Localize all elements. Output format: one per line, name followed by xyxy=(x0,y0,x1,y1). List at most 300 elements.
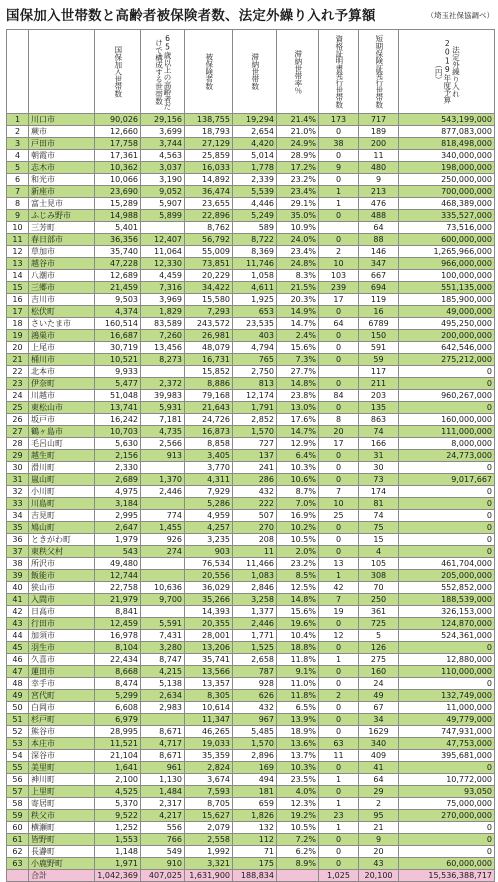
certificate-households xyxy=(319,366,359,378)
households: 16,978 xyxy=(95,630,141,642)
elderly-households: 910 xyxy=(141,858,185,870)
municipality-name: 川越市 xyxy=(29,390,95,402)
short-term-households: 476 xyxy=(359,198,399,210)
certificate-households: 9 xyxy=(319,162,359,174)
households: 10,703 xyxy=(95,426,141,438)
row-number: 11 xyxy=(7,234,29,246)
table-row xyxy=(7,750,495,762)
insured: 27,129 xyxy=(185,138,233,150)
certificate-households: 1 xyxy=(319,822,359,834)
budget-amount: 250,000,000 xyxy=(399,174,495,186)
elderly-households: 5,138 xyxy=(141,678,185,690)
municipality-name: 狭山市 xyxy=(29,582,95,594)
arrears-rate: 6.2% xyxy=(277,846,319,858)
row-number: 27 xyxy=(7,426,29,438)
elderly-households xyxy=(141,222,185,234)
short-term-households: 166 xyxy=(359,438,399,450)
budget-amount: 93,050 xyxy=(399,786,495,798)
total-short-term-households: 20,100 xyxy=(359,870,399,882)
arrears-households: 2,658 xyxy=(233,654,277,666)
municipality-name: 松伏町 xyxy=(29,306,95,318)
table-row xyxy=(7,246,495,258)
insured: 7,593 xyxy=(185,786,233,798)
arrears-rate: 12.9% xyxy=(277,438,319,450)
insured: 8,762 xyxy=(185,222,233,234)
budget-amount: 188,539,000 xyxy=(399,594,495,606)
arrears-rate: 14.9% xyxy=(277,306,319,318)
table-row xyxy=(7,258,495,270)
arrears-rate: 35.0% xyxy=(277,210,319,222)
certificate-households: 0 xyxy=(319,618,359,630)
budget-amount: 524,361,000 xyxy=(399,630,495,642)
elderly-households: 29,156 xyxy=(141,114,185,126)
table-row xyxy=(7,858,495,870)
certificate-households: 0 xyxy=(319,210,359,222)
row-number: 59 xyxy=(7,810,29,822)
municipality-name: 横瀬町 xyxy=(29,822,95,834)
municipality-name: 宮代町 xyxy=(29,690,95,702)
elderly-households: 5,591 xyxy=(141,618,185,630)
arrears-households: 19,294 xyxy=(233,114,277,126)
insured: 10,614 xyxy=(185,702,233,714)
short-term-households: 16 xyxy=(359,306,399,318)
certificate-households: 0 xyxy=(319,702,359,714)
arrears-rate: 9.1% xyxy=(277,666,319,678)
arrears-households: 765 xyxy=(233,354,277,366)
arrears-rate: 10.5% xyxy=(277,534,319,546)
households: 1,971 xyxy=(95,858,141,870)
households: 1,641 xyxy=(95,762,141,774)
arrears-rate: 13.6% xyxy=(277,738,319,750)
municipality-name: 北本市 xyxy=(29,366,95,378)
households: 12,660 xyxy=(95,126,141,138)
short-term-households: 275 xyxy=(359,654,399,666)
total-arrears-rate xyxy=(277,870,319,882)
row-number: 51 xyxy=(7,714,29,726)
arrears-rate: 8.3% xyxy=(277,270,319,282)
arrears-households: 432 xyxy=(233,486,277,498)
insured: 34,422 xyxy=(185,282,233,294)
short-term-households: 200 xyxy=(359,138,399,150)
table-row xyxy=(7,306,495,318)
row-number: 12 xyxy=(7,246,29,258)
row-number: 16 xyxy=(7,294,29,306)
table-row xyxy=(7,678,495,690)
arrears-households: 8,722 xyxy=(233,234,277,246)
row-number: 13 xyxy=(7,258,29,270)
households: 10,066 xyxy=(95,174,141,186)
row-number: 40 xyxy=(7,582,29,594)
table-row xyxy=(7,222,495,234)
municipality-name: 八潮市 xyxy=(29,270,95,282)
budget-amount: 124,870,000 xyxy=(399,618,495,630)
total-municipality-name: 合計 xyxy=(29,870,95,882)
municipality-name: 伊奈町 xyxy=(29,378,95,390)
page-title: 国保加入世帯数と高齢者被保険者数、法定外繰り入れ予算額 xyxy=(6,9,376,24)
short-term-households: 24 xyxy=(359,678,399,690)
table-row xyxy=(7,426,495,438)
arrears-rate: 10.5% xyxy=(277,822,319,834)
certificate-households: 7 xyxy=(319,594,359,606)
certificate-households: 10 xyxy=(319,498,359,510)
elderly-households: 7,431 xyxy=(141,630,185,642)
budget-amount: 0 xyxy=(399,462,495,474)
insured: 138,755 xyxy=(185,114,233,126)
municipality-name: 日高市 xyxy=(29,606,95,618)
table-row xyxy=(7,354,495,366)
households: 9,522 xyxy=(95,810,141,822)
short-term-households: 1629 xyxy=(359,726,399,738)
short-term-households: 347 xyxy=(359,258,399,270)
table-row xyxy=(7,138,495,150)
header-insured: 被保険者数 xyxy=(185,30,233,114)
budget-amount: 198,000,000 xyxy=(399,162,495,174)
municipality-name: 飯能市 xyxy=(29,570,95,582)
arrears-households: 967 xyxy=(233,714,277,726)
elderly-households: 12,407 xyxy=(141,234,185,246)
municipality-name: 上里町 xyxy=(29,786,95,798)
arrears-households: 1,083 xyxy=(233,570,277,582)
elderly-households: 4,735 xyxy=(141,426,185,438)
households: 4,374 xyxy=(95,306,141,318)
table-row xyxy=(7,666,495,678)
row-number: 30 xyxy=(7,462,29,474)
row-number: 62 xyxy=(7,846,29,858)
arrears-households: 4,611 xyxy=(233,282,277,294)
municipality-name: 熊谷市 xyxy=(29,726,95,738)
elderly-households: 8,273 xyxy=(141,354,185,366)
source-note: （埼玉社保協調べ） xyxy=(426,11,494,20)
certificate-households: 17 xyxy=(319,294,359,306)
budget-amount: 73,516,000 xyxy=(399,222,495,234)
table-row xyxy=(7,582,495,594)
certificate-households: 1 xyxy=(319,654,359,666)
arrears-rate: 13.9% xyxy=(277,714,319,726)
insured: 8,705 xyxy=(185,798,233,810)
elderly-households: 3,699 xyxy=(141,126,185,138)
short-term-households: 20 xyxy=(359,846,399,858)
arrears-rate: 8.9% xyxy=(277,858,319,870)
elderly-households: 3,744 xyxy=(141,138,185,150)
row-number: 20 xyxy=(7,342,29,354)
short-term-households: 30 xyxy=(359,462,399,474)
budget-amount: 642,546,000 xyxy=(399,342,495,354)
budget-amount: 0 xyxy=(399,678,495,690)
certificate-households: 0 xyxy=(319,354,359,366)
municipality-name: 鶴ヶ島市 xyxy=(29,426,95,438)
budget-amount: 0 xyxy=(399,762,495,774)
total-elderly-households: 407,025 xyxy=(141,870,185,882)
elderly-households: 4,563 xyxy=(141,150,185,162)
budget-amount: 200,000,000 xyxy=(399,330,495,342)
short-term-households: 59 xyxy=(359,354,399,366)
table-row xyxy=(7,330,495,342)
municipality-name: ふじみ野市 xyxy=(29,210,95,222)
header-elderly-households: 65歳以上の高齢者だけで構成する世帯数 xyxy=(141,30,185,114)
arrears-rate: 8.5% xyxy=(277,570,319,582)
certificate-households: 0 xyxy=(319,678,359,690)
households: 12,459 xyxy=(95,618,141,630)
short-term-households: 308 xyxy=(359,570,399,582)
row-number: 42 xyxy=(7,606,29,618)
arrears-rate: 10.9% xyxy=(277,222,319,234)
insured: 19,033 xyxy=(185,738,233,750)
arrears-households: 1,525 xyxy=(233,642,277,654)
elderly-households xyxy=(141,570,185,582)
table-row xyxy=(7,762,495,774)
arrears-households: 589 xyxy=(233,222,277,234)
elderly-households xyxy=(141,462,185,474)
municipality-name: ときがわ町 xyxy=(29,534,95,546)
arrears-households: 3,258 xyxy=(233,594,277,606)
municipality-name: 秩父市 xyxy=(29,810,95,822)
elderly-households: 8,747 xyxy=(141,654,185,666)
arrears-households: 4,420 xyxy=(233,138,277,150)
row-number: 17 xyxy=(7,306,29,318)
arrears-rate: 4.0% xyxy=(277,786,319,798)
households: 13,741 xyxy=(95,402,141,414)
certificate-households: 0 xyxy=(319,174,359,186)
elderly-households: 926 xyxy=(141,534,185,546)
municipality-name: 白岡市 xyxy=(29,702,95,714)
municipality-name: 毛呂山町 xyxy=(29,438,95,450)
short-term-households: 15 xyxy=(359,534,399,546)
insured: 15,627 xyxy=(185,810,233,822)
table-row xyxy=(7,834,495,846)
short-term-households: 64 xyxy=(359,222,399,234)
arrears-rate: 17.2% xyxy=(277,162,319,174)
insured: 2,079 xyxy=(185,822,233,834)
elderly-households: 8,671 xyxy=(141,726,185,738)
elderly-households: 11,064 xyxy=(141,246,185,258)
table-row xyxy=(7,438,495,450)
elderly-households: 39,983 xyxy=(141,390,185,402)
arrears-rate: 15.6% xyxy=(277,342,319,354)
households: 8,104 xyxy=(95,642,141,654)
households: 90,026 xyxy=(95,114,141,126)
table-row xyxy=(7,618,495,630)
municipality-name: 幸手市 xyxy=(29,678,95,690)
row-number: 48 xyxy=(7,678,29,690)
arrears-rate: 7.3% xyxy=(277,354,319,366)
elderly-households: 13,456 xyxy=(141,342,185,354)
certificate-households: 13 xyxy=(319,558,359,570)
budget-amount: 340,000,000 xyxy=(399,150,495,162)
insured: 1,992 xyxy=(185,846,233,858)
total-households: 1,042,369 xyxy=(95,870,141,882)
row-number: 53 xyxy=(7,738,29,750)
arrears-households: 1,570 xyxy=(233,738,277,750)
arrears-households: 4,794 xyxy=(233,342,277,354)
certificate-households: 0 xyxy=(319,546,359,558)
insured: 48,079 xyxy=(185,342,233,354)
row-number: 43 xyxy=(7,618,29,630)
row-number: 45 xyxy=(7,642,29,654)
municipality-name: 三郷市 xyxy=(29,282,95,294)
arrears-households: 432 xyxy=(233,702,277,714)
short-term-households: 203 xyxy=(359,390,399,402)
arrears-rate: 28.9% xyxy=(277,150,319,162)
short-term-households: 74 xyxy=(359,426,399,438)
certificate-households: 1 xyxy=(319,570,359,582)
arrears-households: 241 xyxy=(233,462,277,474)
arrears-rate: 23.2% xyxy=(277,558,319,570)
short-term-households: 211 xyxy=(359,378,399,390)
table-row xyxy=(7,486,495,498)
certificate-households: 0 xyxy=(319,522,359,534)
households: 8,474 xyxy=(95,678,141,690)
short-term-households: 117 xyxy=(359,366,399,378)
certificate-households: 0 xyxy=(319,762,359,774)
arrears-households: 2,852 xyxy=(233,414,277,426)
households: 2,330 xyxy=(95,462,141,474)
arrears-households: 270 xyxy=(233,522,277,534)
certificate-households: 0 xyxy=(319,126,359,138)
certificate-households: 0 xyxy=(319,378,359,390)
table-row xyxy=(7,390,495,402)
arrears-rate: 21.0% xyxy=(277,126,319,138)
households: 16,687 xyxy=(95,330,141,342)
municipality-name: 長瀞町 xyxy=(29,846,95,858)
elderly-households: 5,907 xyxy=(141,198,185,210)
budget-amount: 0 xyxy=(399,378,495,390)
households: 8,841 xyxy=(95,606,141,618)
arrears-rate: 2.0% xyxy=(277,546,319,558)
certificate-households: 25 xyxy=(319,510,359,522)
row-number: 33 xyxy=(7,498,29,510)
table-row xyxy=(7,126,495,138)
arrears-rate: 23.4% xyxy=(277,186,319,198)
row-number: 35 xyxy=(7,522,29,534)
row-number: 2 xyxy=(7,126,29,138)
insured: 7,929 xyxy=(185,486,233,498)
budget-amount: 0 xyxy=(399,546,495,558)
certificate-households: 2 xyxy=(319,246,359,258)
municipality-name: 志木市 xyxy=(29,162,95,174)
short-term-households: 9 xyxy=(359,174,399,186)
budget-amount: 10,772,000 xyxy=(399,774,495,786)
certificate-households: 1 xyxy=(319,798,359,810)
arrears-rate: 18.9% xyxy=(277,726,319,738)
budget-amount: 160,000,000 xyxy=(399,414,495,426)
arrears-rate: 16.9% xyxy=(277,510,319,522)
table-row xyxy=(7,294,495,306)
insured: 15,580 xyxy=(185,294,233,306)
municipality-name: 上尾市 xyxy=(29,342,95,354)
budget-amount: 49,000,000 xyxy=(399,306,495,318)
insured: 5,286 xyxy=(185,498,233,510)
certificate-households: 11 xyxy=(319,750,359,762)
insured: 28,001 xyxy=(185,630,233,642)
municipality-name: 朝霞市 xyxy=(29,150,95,162)
insured: 36,474 xyxy=(185,186,233,198)
municipality-name: 戸田市 xyxy=(29,138,95,150)
budget-amount: 1,265,966,000 xyxy=(399,246,495,258)
certificate-households: 1 xyxy=(319,198,359,210)
municipality-name: 小川町 xyxy=(29,486,95,498)
budget-amount: 110,000,000 xyxy=(399,666,495,678)
certificate-households: 0 xyxy=(319,858,359,870)
insured: 2,558 xyxy=(185,834,233,846)
row-number: 31 xyxy=(7,474,29,486)
households: 10,362 xyxy=(95,162,141,174)
arrears-rate: 14.8% xyxy=(277,378,319,390)
short-term-households: 717 xyxy=(359,114,399,126)
arrears-households: 222 xyxy=(233,498,277,510)
households: 4,525 xyxy=(95,786,141,798)
municipality-name: 和光市 xyxy=(29,174,95,186)
arrears-rate: 29.1% xyxy=(277,198,319,210)
header-households: 国保加入世帯数 xyxy=(95,30,141,114)
arrears-rate: 11.8% xyxy=(277,654,319,666)
short-term-households: 4 xyxy=(359,546,399,558)
insured: 13,566 xyxy=(185,666,233,678)
budget-amount: 600,000,000 xyxy=(399,234,495,246)
table-row xyxy=(7,534,495,546)
short-term-households: 95 xyxy=(359,810,399,822)
insured: 4,257 xyxy=(185,522,233,534)
header-certificate: 資格証明書発行世帯数 xyxy=(319,30,359,114)
elderly-households: 9,052 xyxy=(141,186,185,198)
arrears-households: 2,446 xyxy=(233,618,277,630)
elderly-households: 2,634 xyxy=(141,690,185,702)
certificate-households: 64 xyxy=(319,318,359,330)
arrears-rate: 27.7% xyxy=(277,366,319,378)
elderly-households: 2,566 xyxy=(141,438,185,450)
budget-amount: 818,498,000 xyxy=(399,138,495,150)
insured: 4,311 xyxy=(185,474,233,486)
budget-amount: 185,900,000 xyxy=(399,294,495,306)
arrears-rate: 23.5% xyxy=(277,774,319,786)
row-number: 36 xyxy=(7,534,29,546)
header-row xyxy=(7,30,495,114)
table-row xyxy=(7,642,495,654)
households: 51,048 xyxy=(95,390,141,402)
municipality-name: 深谷市 xyxy=(29,750,95,762)
arrears-households: 5,539 xyxy=(233,186,277,198)
table-body xyxy=(7,114,495,882)
arrears-rate: 12.3% xyxy=(277,798,319,810)
municipality-name: 春日部市 xyxy=(29,234,95,246)
households: 30,719 xyxy=(95,342,141,354)
certificate-households xyxy=(319,222,359,234)
row-number: 29 xyxy=(7,450,29,462)
table-row xyxy=(7,654,495,666)
certificate-households: 0 xyxy=(319,306,359,318)
municipality-name: 久喜市 xyxy=(29,654,95,666)
insured: 2,824 xyxy=(185,762,233,774)
arrears-households: 626 xyxy=(233,690,277,702)
table-row xyxy=(7,270,495,282)
row-number: 60 xyxy=(7,822,29,834)
arrears-households: 11 xyxy=(233,546,277,558)
budget-amount: 877,083,000 xyxy=(399,126,495,138)
certificate-households: 0 xyxy=(319,150,359,162)
municipality-name: 所沢市 xyxy=(29,558,95,570)
insured: 8,858 xyxy=(185,438,233,450)
table-row xyxy=(7,690,495,702)
elderly-households: 10,636 xyxy=(141,582,185,594)
municipality-name: 新座市 xyxy=(29,186,95,198)
table-row xyxy=(7,474,495,486)
households: 12,689 xyxy=(95,270,141,282)
row-number: 63 xyxy=(7,858,29,870)
certificate-households: 0 xyxy=(319,786,359,798)
municipality-name: 桶川市 xyxy=(29,354,95,366)
households: 35,740 xyxy=(95,246,141,258)
budget-amount: 100,000,000 xyxy=(399,270,495,282)
insured: 243,572 xyxy=(185,318,233,330)
